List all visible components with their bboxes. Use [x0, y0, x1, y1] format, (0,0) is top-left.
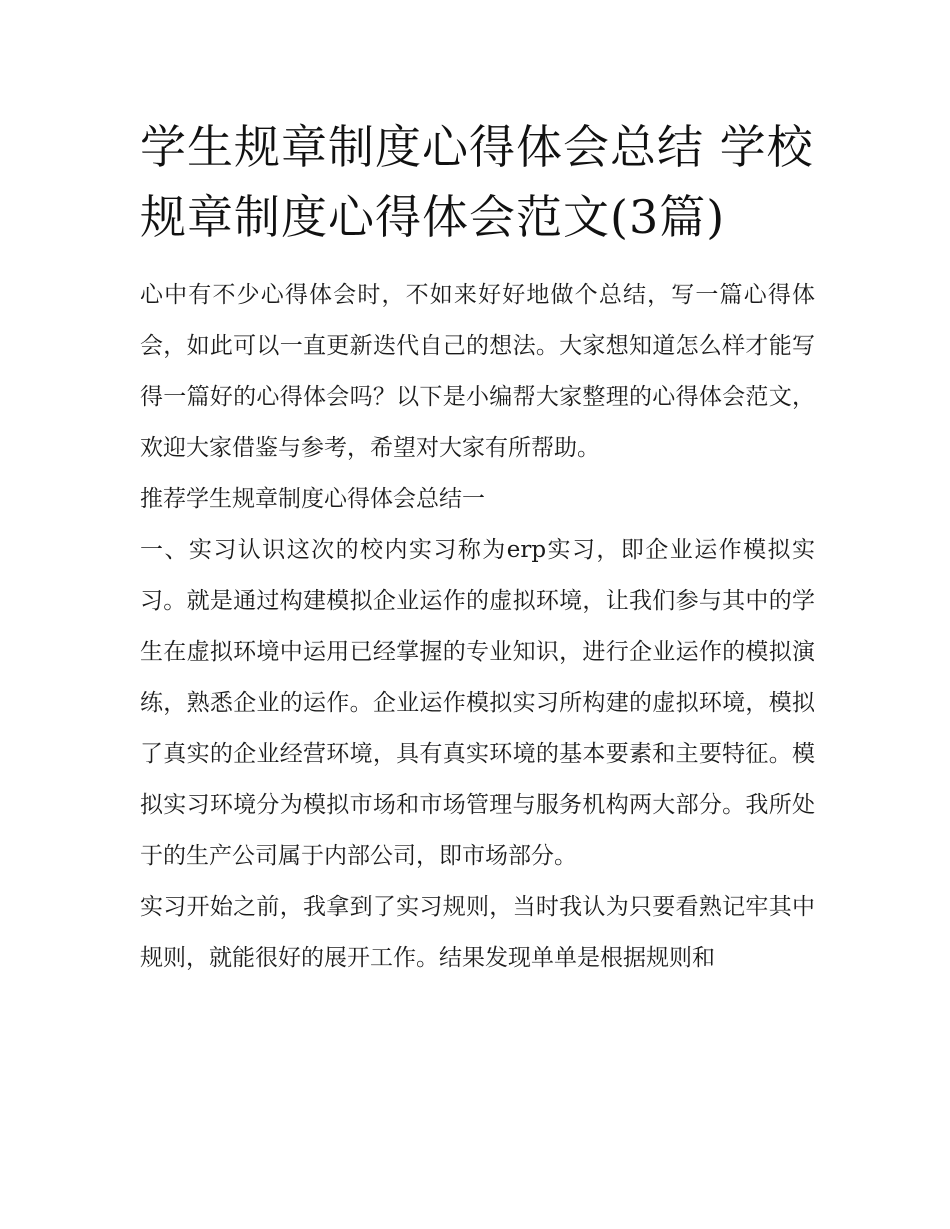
intro-paragraph: 心中有不少心得体会时，不如来好好地做个总结，写一篇心得体会，如此可以一直更新迭代自己的想法。大家想知道怎么样才能写得一篇好的心得体会吗？以下是小编帮大家整理的心得体会范文，欢迎大家借鉴与参考，希望对大家有所帮助。	[140, 282, 815, 461]
section-heading: 推荐学生规章制度心得体会总结一	[140, 486, 485, 512]
document-title: 学生规章制度心得体会总结 学校规章制度心得体会范文(3篇)	[140, 120, 814, 244]
document-body	[140, 112, 815, 984]
body-paragraph-internship: 一、实习认识这次的校内实习称为erp实习，即企业运作模拟实习。就是通过构建模拟企业运作的虚拟环境，让我们参与其中的学生在虚拟环境中运用已经掌握的专业知识，进行企业运作的模拟演练，熟悉企业的运作。企业运作模拟实习所构建的虚拟环境，模拟了真实的企业经营环境，具有真实环境的基本要素和主要特征。模拟实习环境分为模拟市场和市场管理与服务机构两大部分。我所处于的生产公司属于内部公司，即市场部分。	[140, 537, 815, 869]
body-paragraph-rules: 实习开始之前，我拿到了实习规则，当时我认为只要看熟记牢其中规则，就能很好的展开工作。结果发现单单是根据规则和	[140, 894, 815, 971]
